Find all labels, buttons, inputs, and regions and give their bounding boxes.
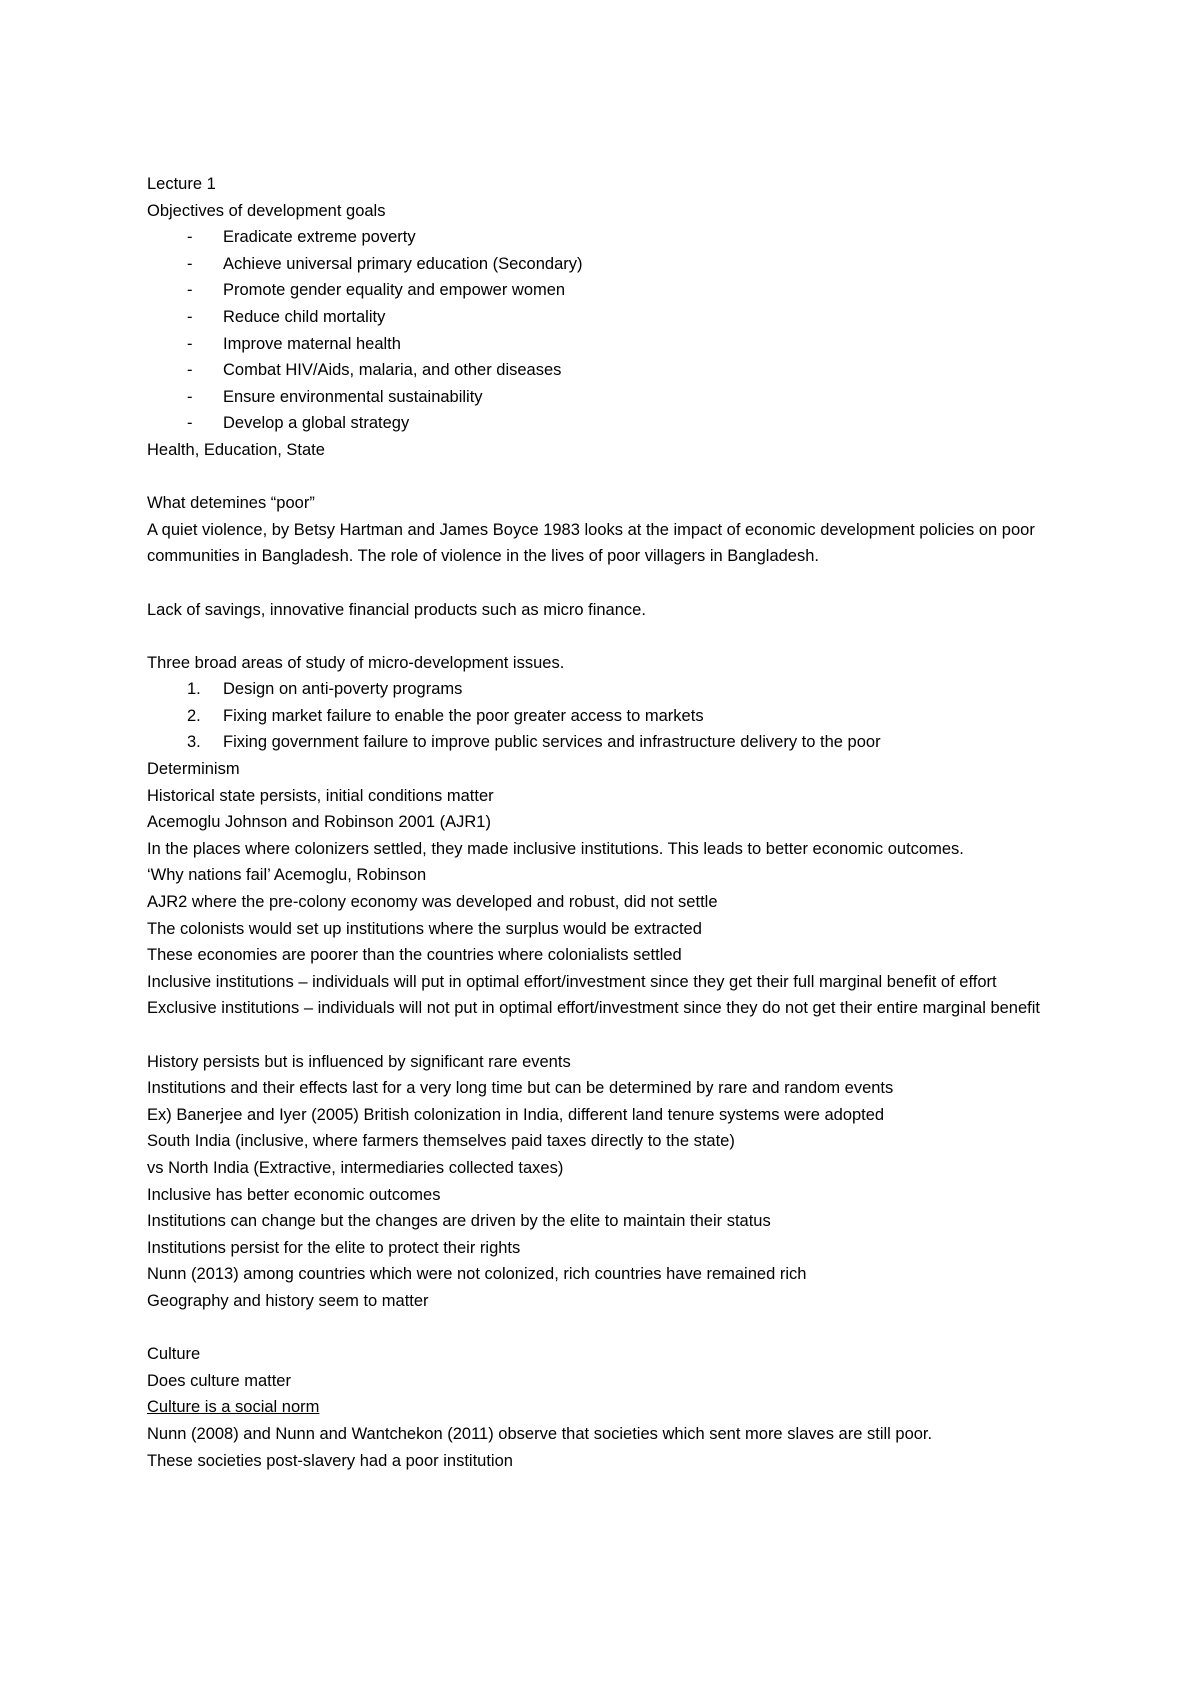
blank-line <box>147 570 1087 597</box>
text-line: Geography and history seem to matter <box>147 1291 429 1310</box>
text-line: ‘Why nations fail’ Acemoglu, Robinson <box>147 866 427 885</box>
text-line: Acemoglu Johnson and Robinson 2001 (AJR1) <box>147 813 491 832</box>
list-marker: 2. <box>187 706 201 725</box>
text-line: Exclusive institutions – individuals will not put in optimal effort/investment since they do not get their entire marginal benefit <box>147 999 1040 1018</box>
text-line: Ex) Banerjee and Iyer (2005) British colonization in India, different land tenure systems were adopted <box>147 1105 885 1124</box>
list-item-text: Fixing market failure to enable the poor greater access to markets <box>223 706 704 725</box>
list-item <box>147 277 1087 304</box>
text-line: AJR2 where the pre-colony economy was developed and robust, did not settle <box>147 893 718 912</box>
text-line: Inclusive institutions – individuals will put in optimal effort/investment since they get their full marginal benefit of effort <box>147 972 997 991</box>
list-marker: 1. <box>187 680 201 699</box>
list-item-text: Fixing government failure to improve public services and infrastructure delivery to the poor <box>223 733 881 752</box>
text-line: Institutions can change but the changes are driven by the elite to maintain their status <box>147 1212 771 1231</box>
text-line: Nunn (2008) and Nunn and Wantchekon (2011) observe that societies which sent more slaves are still poor. <box>147 1424 933 1443</box>
list-item <box>147 331 1087 358</box>
numbered-list <box>147 676 1087 756</box>
list-marker: - <box>187 334 193 353</box>
text-line: Objectives of development goals <box>147 201 386 220</box>
list-marker: - <box>187 387 193 406</box>
text-line: Does culture matter <box>147 1371 291 1390</box>
list-item-text: Eradicate extreme poverty <box>223 228 416 247</box>
bullet-list <box>147 224 1087 437</box>
list-marker: 3. <box>187 733 201 752</box>
document-body <box>147 171 1087 1474</box>
text-line: History persists but is influenced by significant rare events <box>147 1052 571 1071</box>
text-line: Lecture 1 <box>147 175 216 193</box>
list-item <box>147 729 1087 756</box>
text-line: Nunn (2013) among countries which were not colonized, rich countries have remained rich <box>147 1265 807 1284</box>
list-item <box>147 703 1087 730</box>
text-line: These societies post-slavery had a poor institution <box>147 1451 513 1470</box>
text-line: Institutions persist for the elite to protect their rights <box>147 1238 521 1257</box>
list-marker: - <box>187 281 193 300</box>
list-item-text: Develop a global strategy <box>223 414 410 433</box>
text-line: Institutions and their effects last for a very long time but can be determined by rare and random events <box>147 1079 894 1098</box>
blank-line <box>147 623 1087 650</box>
text-line: Culture is a social norm <box>147 1398 320 1417</box>
blank-line <box>147 1315 1087 1342</box>
text-line: What detemines “poor” <box>147 494 315 513</box>
list-item <box>147 384 1087 411</box>
list-item-text: Improve maternal health <box>223 334 401 353</box>
text-line: A quiet violence, by Betsy Hartman and James Boyce 1983 looks at the impact of economic development policies on poor communities in Bangladesh. The role of violence in the lives of poor villagers in Bangladesh. <box>147 520 1035 566</box>
text-line: Three broad areas of study of micro-development issues. <box>147 653 565 672</box>
blank-line <box>147 464 1087 491</box>
text-line: Lack of savings, innovative financial products such as micro finance. <box>147 600 646 619</box>
list-marker: - <box>187 414 193 433</box>
text-line: Historical state persists, initial conditions matter <box>147 786 494 805</box>
list-item <box>147 224 1087 251</box>
list-item-text: Reduce child mortality <box>223 307 386 326</box>
text-line: The colonists would set up institutions where the surplus would be extracted <box>147 919 702 938</box>
list-item <box>147 357 1087 384</box>
text-line: Culture <box>147 1345 201 1364</box>
list-item-text: Ensure environmental sustainability <box>223 387 483 406</box>
list-marker: - <box>187 361 193 380</box>
text-line: Health, Education, State <box>147 440 325 459</box>
list-marker: - <box>187 228 193 247</box>
list-item <box>147 251 1087 278</box>
list-marker: - <box>187 254 193 273</box>
list-item <box>147 410 1087 437</box>
list-item-text: Achieve universal primary education (Secondary) <box>223 254 583 273</box>
list-item <box>147 676 1087 703</box>
list-item-text: Promote gender equality and empower women <box>223 281 566 300</box>
text-line: Determinism <box>147 760 240 779</box>
text-line: Inclusive has better economic outcomes <box>147 1185 441 1204</box>
list-item-text: Design on anti-poverty programs <box>223 680 463 699</box>
text-line: These economies are poorer than the countries where colonialists settled <box>147 946 682 965</box>
blank-line <box>147 1022 1087 1049</box>
list-item <box>147 304 1087 331</box>
list-item-text: Combat HIV/Aids, malaria, and other diseases <box>223 361 562 380</box>
list-marker: - <box>187 307 193 326</box>
text-line: South India (inclusive, where farmers themselves paid taxes directly to the state) <box>147 1132 735 1151</box>
text-line: vs North India (Extractive, intermediaries collected taxes) <box>147 1158 564 1177</box>
text-line: In the places where colonizers settled, they made inclusive institutions. This leads to better economic outcomes. <box>147 839 964 858</box>
